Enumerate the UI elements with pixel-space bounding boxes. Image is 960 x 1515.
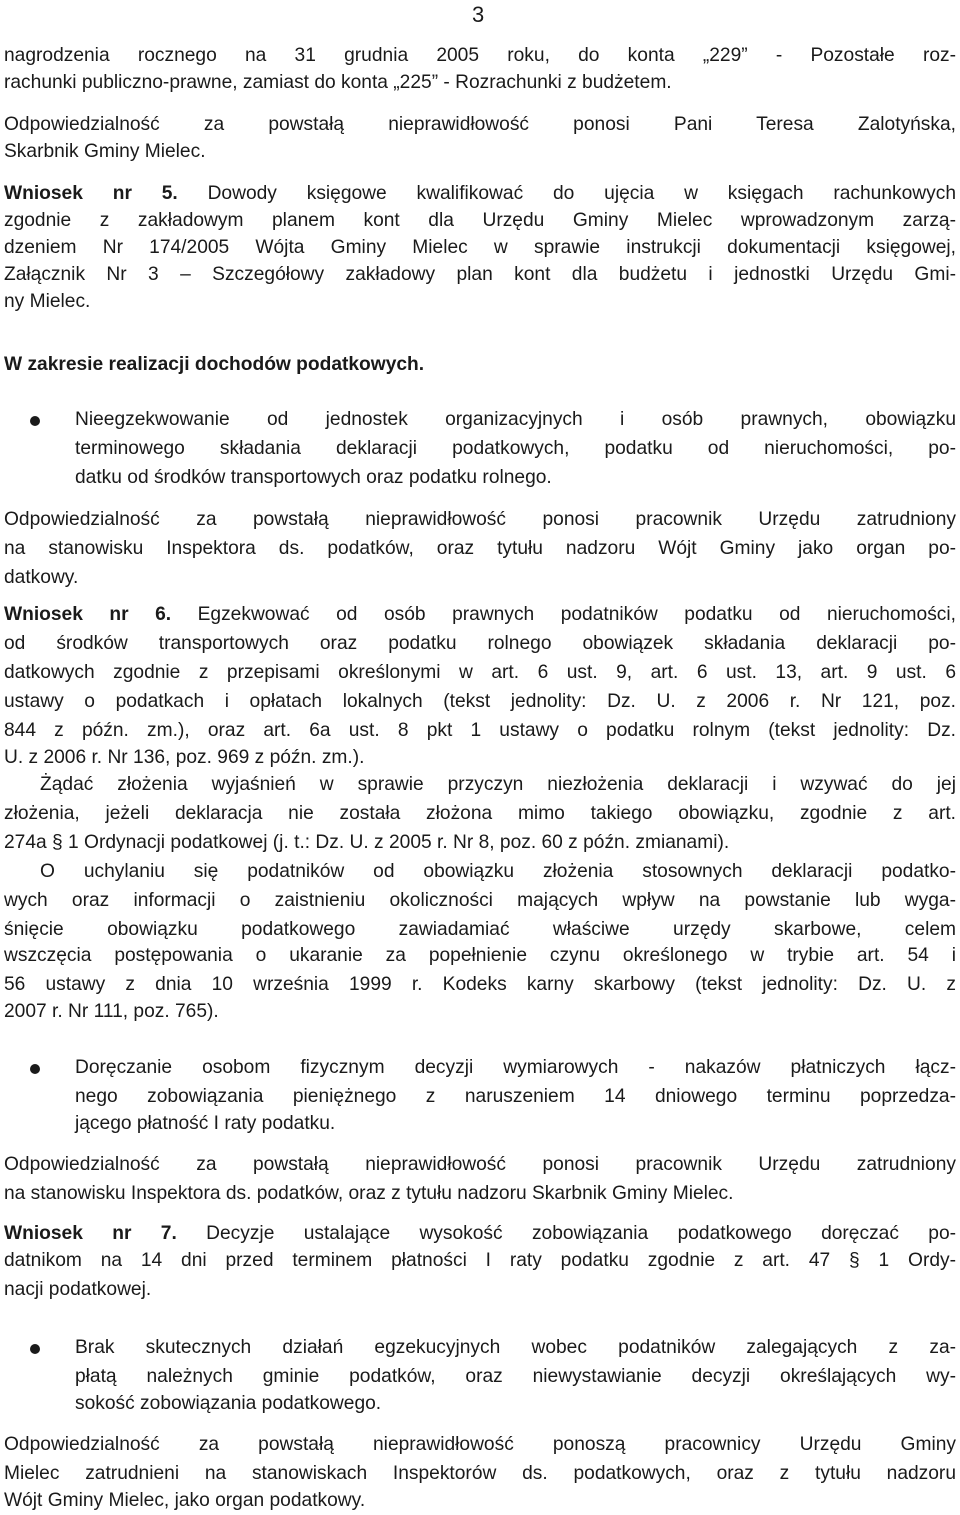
text-line: sokość zobowiązania podatkowego. (75, 1393, 382, 1414)
text-line: ustawy o podatkach i opłatach lokalnych (tekst jednolity: Dz. U. z 2006 r. Nr 121, poz. (4, 691, 956, 712)
text-line: 2007 r. Nr 111, poz. 765). (4, 1001, 219, 1022)
wniosek-label: Wniosek nr 5. (4, 183, 178, 204)
text-line: Odpowiedzialność za powstałą nieprawidłowość ponosi pracownik Urzędu zatrudniony (4, 509, 956, 530)
text-line: Wójt Gminy Mielec, jako organ podatkowy. (4, 1490, 366, 1511)
text-line: rachunki publiczno-prawne, zamiast do konta „225” - Rozrachunki z budżetem. (4, 72, 672, 93)
text-line: jącego płatność I raty podatku. (75, 1113, 336, 1134)
text-span: Decyzje ustalające wysokość zobowiązania podatkowego doręczać po- (176, 1223, 956, 1244)
text-line: Załącznik Nr 3 – Szczegółowy zakładowy plan kont dla budżetu i jednostki Urzędu Gmi- (4, 264, 956, 285)
text-line: ny Mielec. (4, 291, 91, 312)
page-number: 3 (472, 2, 485, 27)
text-line: Odpowiedzialność za powstałą nieprawidłowość ponosi Pani Teresa Zalotyńska, (4, 114, 956, 135)
text-line: zgodnie z zakładowym planem kont dla Urzędu Gminy Mielec wprowadzonym zarzą- (4, 210, 956, 231)
text-line: wych oraz informacji o zaistnieniu okoliczności mających wpływ na powstanie lub wyga- (4, 890, 956, 911)
text-line: od środków transportowych oraz podatku rolnego obowiązek składania deklaracji po- (4, 633, 956, 654)
text-line: datnikom na 14 dni przed terminem płatności I raty podatku zgodnie z art. 47 § 1 Ordy- (4, 1250, 956, 1271)
text-line: terminowego składania deklaracji podatkowych, podatku od nieruchomości, po- (75, 438, 956, 459)
bullet-icon (30, 1064, 40, 1074)
text-line: U. z 2006 r. Nr 136, poz. 969 z późn. zm.). (4, 747, 365, 768)
text-line: nagrodzenia rocznego na 31 grudnia 2005 roku, do konta „229” - Pozostałe roz- (4, 45, 956, 66)
text-line: Nieegzekwowanie od jednostek organizacyjnych i osób prawnych, obowiązku (75, 409, 956, 430)
text-line: 56 ustawy z dnia 10 września 1999 r. Kodeks karny skarbowy (tekst jednolity: Dz. U. z (4, 974, 956, 995)
text-line: nego zobowiązania pieniężnego z naruszeniem 14 dniowego terminu poprzedza- (75, 1086, 956, 1107)
text-line: Odpowiedzialność za powstałą nieprawidłowość ponoszą pracownicy Urzędu Gminy (4, 1434, 956, 1455)
text-line: 844 z późn. zm.), oraz art. 6a ust. 8 pkt 1 ustawy o podatku rolnym (tekst jednolity: Dz. (4, 720, 956, 741)
text-line: Doręczanie osobom fizycznym decyzji wymiarowych - nakazów płatniczych łącz- (75, 1057, 956, 1078)
section-heading: W zakresie realizacji dochodów podatkowych. (4, 354, 425, 375)
text-line: 274a § 1 Ordynacji podatkowej (j. t.: Dz. U. z 2005 r. Nr 8, poz. 60 z późn. zmianami). (4, 832, 730, 853)
text-line: datkowych zgodnie z przepisami określonymi w art. 6 ust. 9, art. 6 ust. 13, art. 9 ust. 6 (4, 662, 956, 683)
text-line: Brak skutecznych działań egzekucyjnych wobec podatników zalegających z za- (75, 1337, 956, 1358)
bullet-icon (30, 416, 40, 426)
text-line: na stanowisku Inspektora ds. podatków, oraz z tytułu nadzoru Skarbnik Gminy Mielec. (4, 1183, 734, 1204)
text-line: dzeniem Nr 174/2005 Wójta Gminy Mielec w sprawie instrukcji dokumentacji księgowej, (4, 237, 956, 258)
bullet-icon (30, 1344, 40, 1354)
text-line: O uchylaniu się podatników od obowiązku złożenia stosownych deklaracji podatko- (40, 861, 956, 882)
text-line: złożenia, jeżeli deklaracja nie została złożona mimo takiego obowiązku, zgodnie z art. (4, 803, 956, 824)
text-line: datkowy. (4, 567, 79, 588)
text-line: wszczęcia postępowania o ukaranie za popełnienie czynu określonego w trybie art. 54 i (4, 945, 956, 966)
text-line: Odpowiedzialność za powstałą nieprawidłowość ponosi pracownik Urzędu zatrudniony (4, 1154, 956, 1175)
text-line: nacji podatkowej. (4, 1279, 152, 1300)
text-line: Skarbnik Gminy Mielec. (4, 141, 206, 162)
text-line: śnięcie obowiązku podatkowego zawiadamiać właściwe urzędy skarbowe, celem (4, 919, 956, 940)
wniosek-7-line (4, 1220, 956, 1247)
wniosek-5-line (4, 180, 956, 207)
text-line: Mielec zatrudnieni na stanowiskach Inspektorów ds. podatkowych, oraz z tytułu nadzoru (4, 1463, 956, 1484)
wniosek-6-line (4, 601, 956, 628)
text-line: płatą należnych gminie podatków, oraz niewystawianie decyzji określających wy- (75, 1366, 956, 1387)
text-line: datku od środków transportowych oraz podatku rolnego. (75, 467, 552, 488)
wniosek-label: Wniosek nr 7. (4, 1223, 177, 1244)
wniosek-label: Wniosek nr 6. (4, 604, 172, 625)
text-span: Dowody księgowe kwalifikować do ujęcia w księgach rachunkowych (177, 183, 957, 204)
text-line: Żądać złożenia wyjaśnień w sprawie przyczyn niezłożenia deklaracji i wzywać do jej (40, 774, 956, 795)
text-line: na stanowisku Inspektora ds. podatków, oraz tytułu nadzoru Wójt Gminy jako organ po- (4, 538, 956, 559)
text-span: Egzekwować od osób prawnych podatników podatku od nieruchomości, (171, 604, 956, 625)
